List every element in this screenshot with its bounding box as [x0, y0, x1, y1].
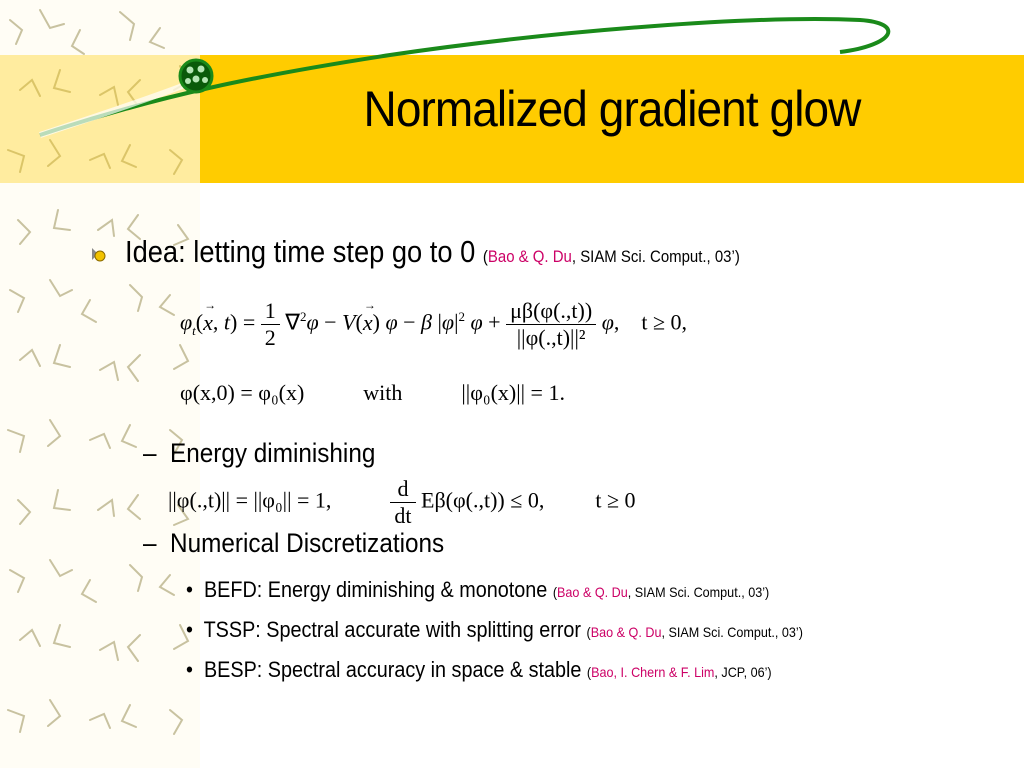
eq1-numerator: 1 — [264, 298, 276, 323]
ref-open: ( — [586, 624, 591, 640]
ref-rest: , SIAM Sci. Comput., 03’) — [571, 247, 740, 266]
equation-gradient-flow: $\varphi_t(\to x$, t) = $\frac{1}{2}$ ∇$^2$φ − V(→ x) φ − β $|\varphi|^2$ φ + $\frac{\mu\beta(\varphi(.,t))}{\text{||φ(.,t)||²}}$ φ, t ≥ 0, — [180, 298, 687, 351]
ref-open: ( — [482, 247, 488, 266]
item-text: BESP: Spectral accuracy in space & stable — [203, 657, 587, 682]
dot: • — [186, 617, 193, 642]
eq2-left: φ(x,0) = φ₀(x) — [180, 380, 305, 405]
ref-authors: Bao & Q. Du — [590, 624, 662, 640]
sub-bullet-discretizations — [143, 528, 444, 559]
ref-authors: Bao, I. Chern & F. Lim — [591, 664, 715, 680]
bullet-text: Idea: letting time step go to 0 — [125, 234, 483, 269]
eq3-d-numerator: d — [397, 476, 409, 501]
eq1-denominator: 2 — [261, 324, 280, 351]
ref-rest: , SIAM Sci. Comput., 03’) — [661, 624, 803, 640]
eq2-with: with — [363, 380, 403, 405]
ref-authors: Bao & Q. Du — [487, 247, 572, 266]
eq2-right: ||φ₀(x)|| = 1. — [461, 380, 565, 405]
ref-open: ( — [586, 664, 592, 680]
equation-initial-condition — [180, 380, 565, 406]
bullet-idea — [125, 234, 740, 270]
dot: • — [186, 657, 193, 682]
ref-rest: , JCP, 06’) — [714, 664, 772, 680]
ref-rest: , SIAM Sci. Comput., 03’) — [627, 584, 770, 600]
eq3-left: ||φ(.,t)|| = ||φ₀|| = 1, — [168, 487, 332, 513]
eq1-frac2-numerator: μβ(φ(.,t)) — [510, 298, 593, 323]
sub-bullet-text: Energy diminishing — [170, 438, 376, 468]
eq1-condition: t ≥ 0, — [641, 309, 688, 335]
eq3-condition: t ≥ 0 — [595, 487, 636, 513]
eq3-d-denominator: dt — [390, 502, 415, 529]
ref-open: ( — [552, 584, 558, 600]
sub-bullet-text: Numerical Discretizations — [170, 528, 445, 558]
ref-authors: Bao & Q. Du — [557, 584, 628, 600]
dash: – — [143, 438, 157, 468]
eq1-frac2-denominator: ||φ(.,t)||² — [506, 324, 596, 351]
sub-bullet-energy — [143, 438, 375, 469]
dash: – — [143, 528, 157, 558]
slide-title: Normalized gradient glow — [363, 81, 861, 137]
item-besp — [186, 657, 772, 683]
item-befd — [186, 577, 769, 603]
item-text: BEFD: Energy diminishing & monotone — [203, 577, 553, 602]
dot: • — [186, 577, 193, 602]
eq3-energy: Eβ(φ(.,t)) ≤ 0, — [421, 487, 545, 513]
equation-energy-diminishing — [168, 476, 636, 529]
item-tssp — [186, 617, 803, 643]
bullet-icon — [90, 246, 106, 262]
item-text: TSSP: Spectral accurate with splitting error — [203, 617, 587, 642]
